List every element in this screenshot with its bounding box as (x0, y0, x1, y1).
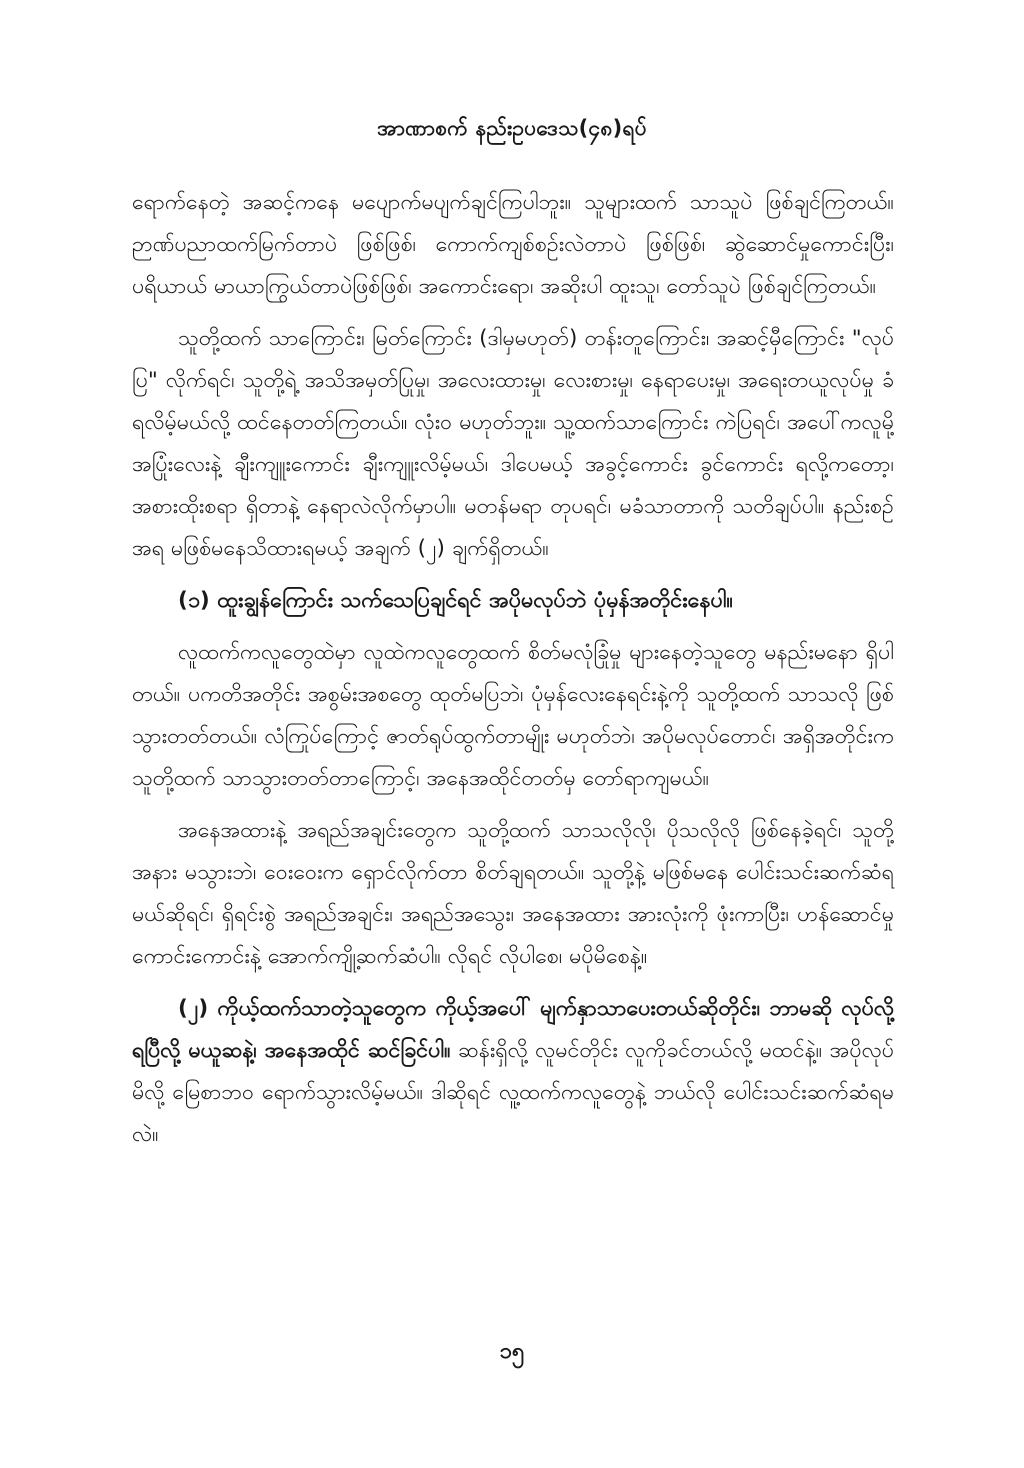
paragraph-5-text: ဆန်းရှိလို့ လူမင်တိုင်း လူကိုခင်တယ်လို့ မထင်နဲ့။ အပိုလုပ်မိလို့ မြေစာဘဝ ရောက်သွားလိမ့်မယ်။ ဒါဆိုရင် လူ့ထက်ကလူတွေနဲ့ ဘယ်လို ပေါင်းသင်းဆက်ဆံရမလဲ။ (132, 1038, 894, 1147)
paragraph-4: အနေအထားနဲ့ အရည်အချင်းတွေက သူတို့ထက် သာသလိုလို၊ ပိုသလိုလို ဖြစ်နေခဲ့ရင်၊ သူတို့အနား မသွားဘဲ၊ ဝေးဝေးက ရှောင်လိုက်တာ စိတ်ချရတယ်။ သူတို့နဲ့ မဖြစ်မနေ ပေါင်းသင်းဆက်ဆံရမယ်ဆိုရင်၊ ရှိရင်းစွဲ အရည်အချင်း၊ အရည်အသွေး၊ အနေအထား အားလုံးကို ဖုံးကာပြီး၊ ဟန်ဆောင်မှုကောင်းကောင်းနဲ့ အောက်ကျို့ဆက်ဆံပါ။ လိုရင် လိုပါစေ၊ မပိုမိစေနဲ့။ (132, 818, 894, 969)
paragraph-5 (132, 988, 894, 1156)
paragraph-3: လူထက်ကလူတွေထဲမှာ လူထဲကလူတွေထက် စိတ်မလုံခြုံမှု များနေတဲ့သူတွေ မနည်းမနော ရှိပါတယ်။ ပကတိအတိုင်း အစွမ်းအစတွေ ထုတ်မပြဘဲ၊ ပုံမှန်လေးနေရင်းနဲ့ကို သူတို့ထက် သာသလို ဖြစ်သွားတတ်တယ်။ လံကြုပ်ကြောင့် ဇာတ်ရုပ်ထွက်တာမျိုး မဟုတ်ဘဲ၊ အပိုမလုပ်တောင်၊ အရှိအတိုင်းက သူတို့ထက် သာသွားတတ်တာကြောင့်၊ အနေအထိုင်တတ်မှ တော်ရာကျမယ်။ (132, 640, 894, 791)
running-header: အာဏာစက် နည်းဥပဒေသ(၄၈)ရပ် (377, 116, 647, 140)
paragraph-2: သူတို့ထက် သာကြောင်း၊ မြတ်ကြောင်း (ဒါမှမဟုတ်) တန်းတူကြောင်း၊ အဆင့်မှီကြောင်း "လုပ်ပြ" လိုက်ရင်၊ သူတို့ရဲ့ အသိအမှတ်ပြုမှု၊ အလေးထားမှု၊ လေးစားမှု၊ နေရာပေးမှု၊ အရေးတယူလုပ်မှု ခံရလိမ့်မယ်လို့ ထင်နေတတ်ကြတယ်။ လုံးဝ မဟုတ်ဘူး။ သူ့ထက်သာကြောင်း ကဲပြရင်၊ အပေါ်ကလူမို့ အပြုံးလေးနဲ့ ချီးကျူးကောင်း ချီးကျူးလိမ့်မယ်၊ ဒါပေမယ့် အခွင့်ကောင်း ခွင်ကောင်း ရလို့ကတော့၊ အစားထိုးစရာ ရှိတာနဲ့ နေရာလဲလိုက်မှာပါ။ မတန်မရာ တုပရင်၊ မခံသာတာကို သတိချပ်ပါ။ နည်းစဉ်အရ မဖြစ်မနေသိထားရမယ့် အချက် (၂) ချက်ရှိတယ်။ (132, 326, 894, 561)
section-heading-1: (၁) ထူးချွန်ကြောင်း သက်သေပြချင်ရင် အပိုမလုပ်ဘဲ ပုံမှန်အတိုင်းနေပါ။ (178, 588, 733, 613)
paragraph-1: ရောက်နေတဲ့ အဆင့်ကနေ မပျောက်မပျက်ချင်ကြပါဘူး။ သူများထက် သာသူပဲ ဖြစ်ချင်ကြတယ်။ ဉာဏ်ပညာထက်မြက်တာပဲ ဖြစ်ဖြစ်၊ ကောက်ကျစ်စဉ်းလဲတာပဲ ဖြစ်ဖြစ်၊ ဆွဲဆောင်မှုကောင်းပြီး၊ ပရိယာယ် မာယာကြွယ်တာပဲဖြစ်ဖြစ်၊ အကောင်းရော၊ အဆိုးပါ ထူးသူ၊ တော်သူပဲ ဖြစ်ချင်ကြတယ်။ (132, 190, 894, 299)
page-number: ၁၅ (499, 1339, 525, 1364)
page-body (132, 182, 894, 1166)
section-heading-2: (၂) ကိုယ့်ထက်သာတဲ့သူတွေက ကိုယ့်အပေါ် မျက်နှာသာပေးတယ်ဆိုတိုင်း၊ ဘာမဆို လုပ်လို့ရပြီလို့ မယူဆနဲ့၊ အနေအထိုင် ဆင်ခြင်ပါ။ (132, 996, 894, 1063)
